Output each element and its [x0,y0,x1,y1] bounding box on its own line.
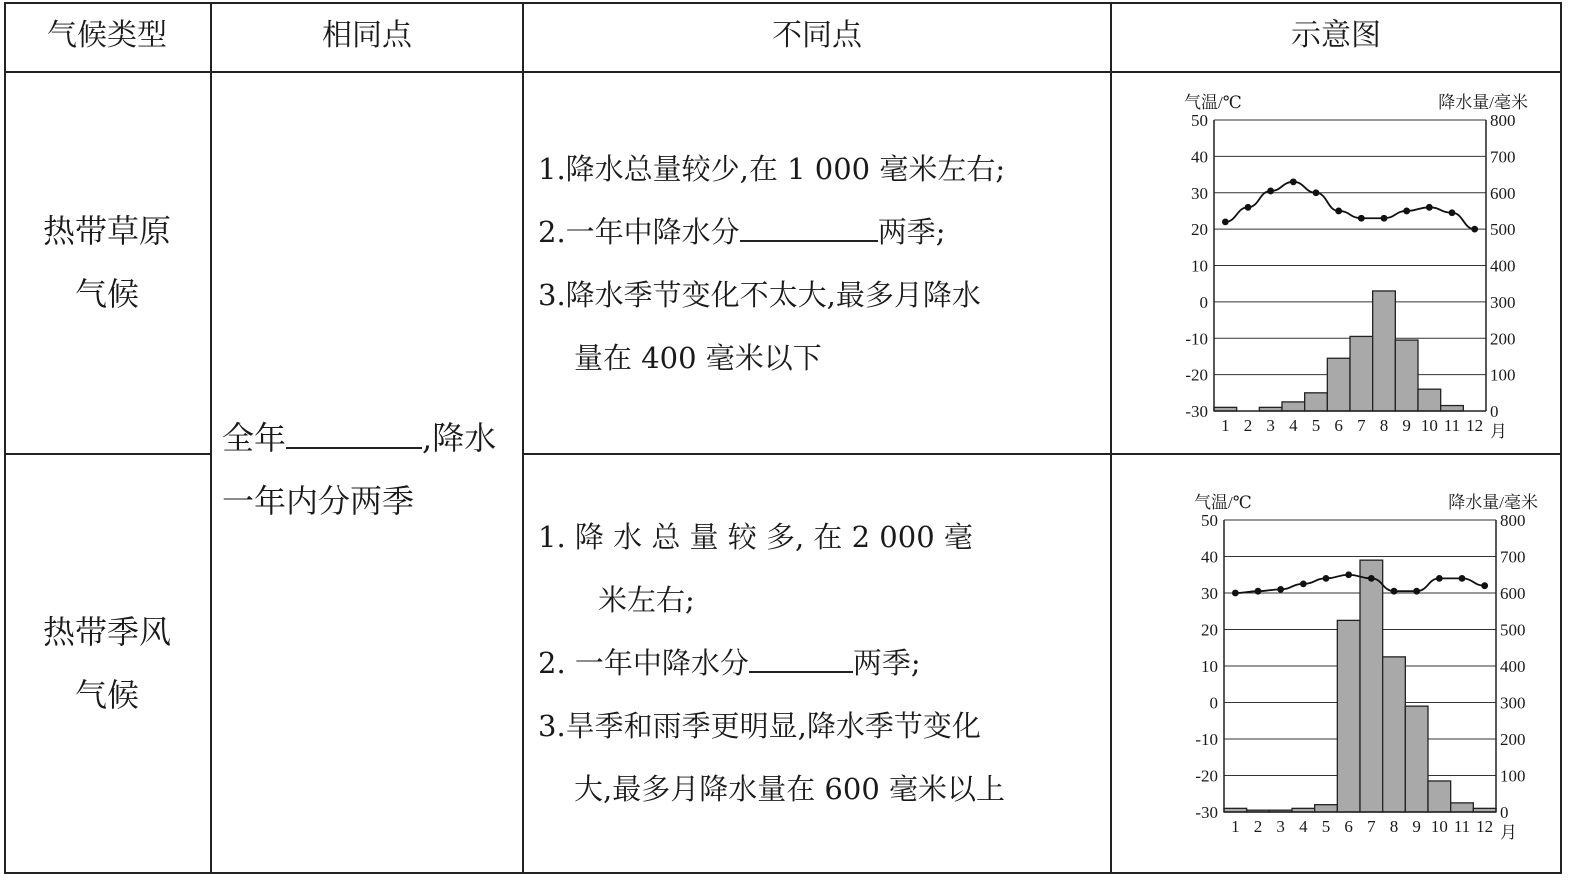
month-tick-label: 10 [1420,416,1438,435]
precip-bar [1451,803,1474,812]
difference-item: 3.旱季和雨季更明显,降水季节变化 [538,709,981,743]
temperature-point [1358,215,1365,222]
precip-tick-label: 100 [1500,766,1526,786]
precip-bar [1350,336,1373,411]
temp-tick-label: 20 [1191,220,1208,240]
precip-bar [1395,340,1418,411]
precip-bar [1337,620,1360,812]
temperature-point [1222,218,1229,225]
temperature-point [1391,588,1398,595]
climate-chart-monsoon [1112,455,1560,872]
month-unit-label: 月 [1500,823,1517,842]
common-line-2: 一年内分两季 [222,482,415,520]
precip-bar [1383,657,1406,812]
temperature-point [1267,188,1274,195]
table-border-left [4,2,6,874]
table-border-bottom [4,872,1562,874]
climate-name-line1: 热带草原 [42,212,171,250]
temperature-point [1471,226,1478,233]
month-tick-label: 6 [1344,817,1353,836]
precip-bar [1405,706,1428,812]
temp-tick-label: 20 [1201,620,1218,640]
month-tick-label: 3 [1276,817,1285,836]
precip-tick-label: 100 [1490,365,1516,385]
month-tick-label: 1 [1231,817,1240,836]
month-tick-label: 7 [1357,416,1366,435]
climate-name-line1: 热带季风 [42,613,171,651]
climate-name-line2: 气候 [74,275,139,313]
precip-tick-label: 0 [1490,402,1499,421]
month-tick-label: 2 [1243,416,1253,435]
precip-tick-label: 400 [1500,657,1526,676]
climate-name-line2: 气候 [74,676,139,714]
fill-in-blank [740,210,878,242]
table-border-right [1560,2,1562,874]
temp-tick-label: 50 [1191,111,1208,130]
temp-tick-label: 40 [1191,147,1208,167]
temperature-point [1449,209,1456,216]
temp-tick-label: 10 [1191,256,1208,276]
difference-item: 1.降水总量较少,在 1 000 毫米左右; [538,152,1006,186]
month-tick-label: 1 [1221,416,1230,435]
precip-tick-label: 800 [1490,111,1516,130]
precip-bar [1373,291,1396,411]
precip-bar [1327,358,1350,411]
precip-tick-label: 200 [1500,730,1526,749]
precip-tick-label: 400 [1490,256,1516,276]
difference-item: 2. 一年中降水分 两季; [538,632,1005,695]
temperature-point [1245,204,1252,211]
temperature-point [1345,571,1352,578]
temp-tick-label: 30 [1191,183,1208,203]
precip-tick-label: 700 [1500,547,1526,567]
table-border-top [4,2,1562,4]
month-tick-label: 6 [1334,416,1343,435]
precip-tick-label: 0 [1500,803,1509,822]
precip-tick-label: 500 [1490,220,1516,240]
month-tick-label: 4 [1289,416,1298,435]
month-tick-label: 5 [1321,817,1331,836]
month-tick-label: 9 [1402,416,1411,435]
month-tick-label: 3 [1266,416,1275,435]
common-features [222,407,496,533]
difference-item-continued: 量在 400 毫米以下 [574,341,822,375]
temperature-point [1426,204,1433,211]
precip-bar [1282,402,1305,411]
difference-item: 2.一年中降水分 两季; [538,201,1005,264]
temp-tick-label: -10 [1185,329,1208,349]
difference-item-continued: 大,最多月降水量在 600 毫米以上 [574,772,1006,806]
difference-item: 1. 降 水 总 量 较 多, 在 2 000 毫 [538,520,973,554]
difference-item: 3.降水季节变化不太大,最多月降水 [538,278,981,312]
temperature-point [1313,189,1320,196]
temperature-point [1403,208,1410,215]
month-tick-label: 11 [1443,416,1461,435]
temp-tick-label: 0 [1209,693,1218,713]
temperature-point [1381,215,1388,222]
temp-tick-label: -30 [1195,803,1218,822]
temperature-point [1290,178,1297,185]
temperature-point [1323,575,1330,582]
temp-tick-label: -20 [1195,766,1218,786]
precip-bar [1315,805,1338,812]
differences-monsoon [538,506,1005,821]
climate-name-savanna [4,200,210,326]
temperature-point [1436,575,1443,582]
comparison-table [4,2,1562,874]
month-tick-label: 8 [1379,416,1389,435]
precip-axis-label: 降水量/毫米 [1438,93,1528,112]
precip-tick-label: 800 [1500,511,1526,530]
header-diagram: 示意图 [1291,18,1381,53]
month-unit-label: 月 [1490,422,1507,441]
precip-bar [1428,781,1451,812]
precip-tick-label: 700 [1490,147,1516,167]
precip-tick-label: 300 [1490,292,1516,312]
month-tick-label: 2 [1253,817,1263,836]
temp-tick-label: -20 [1185,365,1208,385]
temp-tick-label: 30 [1201,584,1218,603]
temp-tick-label: 10 [1201,657,1218,676]
month-tick-label: 4 [1299,817,1308,836]
temperature-point [1368,575,1375,582]
climate-chart-savanna [1112,73,1560,453]
differences-savanna [538,138,1005,390]
precip-bar [1418,389,1441,411]
precip-tick-label: 300 [1500,693,1526,713]
month-tick-label: 10 [1430,817,1448,836]
precip-tick-label: 600 [1490,183,1516,203]
precip-bar [1360,560,1383,812]
temp-tick-label: -30 [1185,402,1208,421]
precip-tick-label: 600 [1500,584,1526,603]
row-divider-left [4,453,212,455]
climate-name-monsoon [4,601,210,727]
temp-tick-label: 0 [1199,292,1208,312]
col-divider-1 [210,2,212,874]
precip-axis-label: 降水量/毫米 [1448,493,1538,512]
precip-tick-label: 500 [1500,620,1526,640]
fill-in-blank [749,641,853,673]
col-divider-2 [522,2,524,874]
temp-axis-label: 气温/℃ [1184,93,1242,112]
temp-tick-label: -10 [1195,730,1218,749]
temp-axis-label: 气温/℃ [1194,493,1252,512]
month-tick-label: 7 [1367,817,1376,836]
temperature-line [1225,182,1474,229]
month-tick-label: 12 [1476,817,1494,836]
header-similarities: 相同点 [322,18,412,53]
header-climate-type: 气候类型 [47,18,167,53]
temperature-point [1335,208,1342,215]
temperature-point [1481,582,1488,589]
temp-tick-label: 40 [1201,547,1218,567]
precip-bar [1441,406,1464,411]
temperature-point [1277,586,1284,593]
month-tick-label: 11 [1453,817,1471,836]
month-tick-label: 5 [1311,416,1321,435]
header-differences: 不同点 [772,18,862,53]
precip-tick-label: 200 [1490,329,1516,349]
month-tick-label: 8 [1389,817,1399,836]
temperature-point [1300,580,1307,587]
month-tick-label: 9 [1412,817,1421,836]
temperature-point [1255,588,1262,595]
temperature-point [1459,575,1466,582]
month-tick-label: 12 [1466,416,1484,435]
precip-bar [1305,393,1328,411]
difference-item-continued: 米左右; [598,583,695,617]
fill-in-blank [286,417,422,449]
temp-tick-label: 50 [1201,511,1218,530]
common-line-1: 全年 ,降水 [222,419,497,457]
temperature-point [1413,588,1420,595]
temperature-point [1232,590,1239,597]
